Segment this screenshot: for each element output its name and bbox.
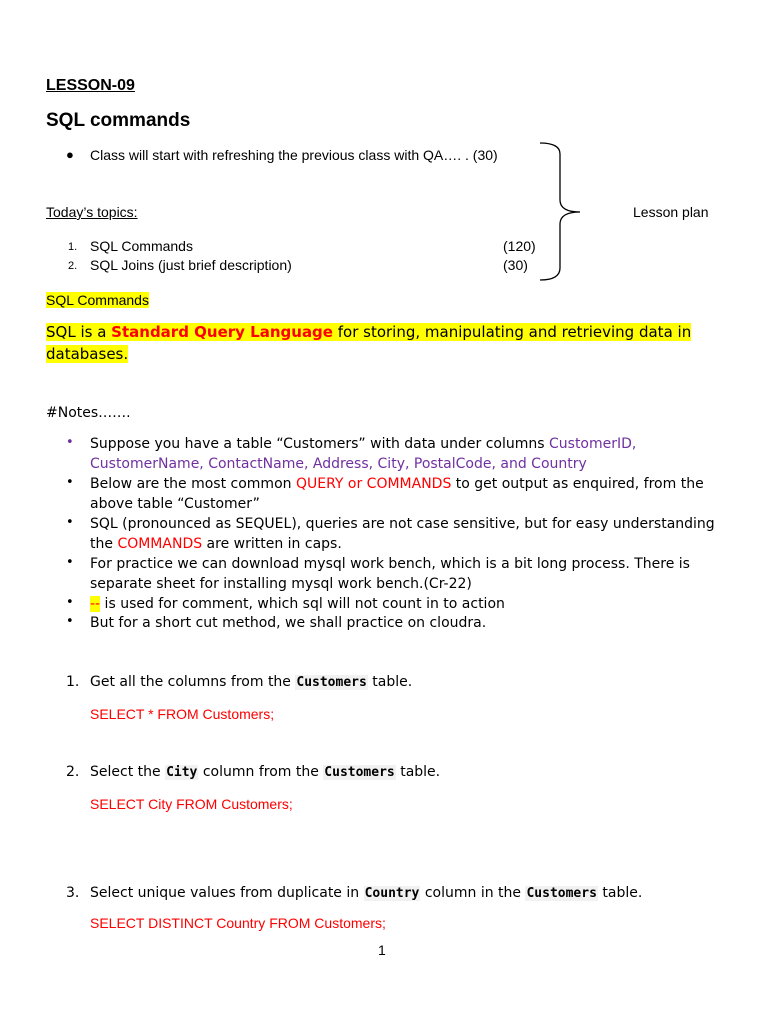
intro-line	[90, 147, 498, 163]
topic-count: (120)	[503, 238, 536, 254]
question-part: Select unique values from duplicate in	[90, 885, 364, 901]
topic-number: 2.	[68, 260, 78, 272]
question-part: Select the	[90, 764, 166, 780]
definition-text: for storing, manipulating and retrieving data in databases.	[46, 323, 692, 363]
note-text: Suppose you have a table “Customers” with data under columns	[90, 436, 549, 452]
question-number: 3.	[66, 885, 80, 901]
note-item	[90, 434, 730, 474]
code-column-name: City	[166, 765, 198, 780]
topics-heading: Today’s topics:	[46, 204, 138, 220]
note-item: But for a short cut method, we shall practice on cloudra.	[90, 615, 487, 631]
note-item	[90, 514, 730, 554]
bullet-icon: •	[66, 515, 74, 530]
question-part: table.	[367, 674, 413, 690]
note-text: to get output as enquired, from the above table “Customer”	[90, 476, 704, 512]
topic-count: (30)	[503, 257, 528, 273]
note-item: For practice we can download mysql work bench, which is a bit long process. There is separate sheet for installing mysql work bench.(Cr-22)	[90, 556, 690, 592]
intro-text: Class will start with refreshing the previous class with QA…. .	[90, 147, 469, 163]
page-number: 1	[378, 942, 386, 958]
code-table-name: Customers	[526, 886, 597, 901]
bullet-icon: •	[66, 555, 74, 570]
intro-count: (30)	[472, 147, 498, 163]
bullet-icon: •	[66, 475, 74, 490]
sql-answer: SELECT City FROM Customers;	[90, 796, 293, 812]
question-text	[90, 885, 642, 901]
bullet-icon: •	[66, 614, 74, 629]
question-part: table.	[395, 764, 441, 780]
code-table-name: Customers	[324, 765, 395, 780]
topic-label: SQL Commands	[90, 238, 193, 254]
note-emphasis: QUERY or COMMANDS	[295, 476, 452, 492]
note-item	[90, 594, 730, 614]
curly-brace-icon	[540, 140, 590, 285]
note-item	[90, 474, 730, 514]
bullet-icon: •	[66, 595, 74, 610]
code-table-name: Customers	[296, 675, 367, 690]
note-emphasis: COMMANDS	[117, 536, 203, 552]
sql-answer: SELECT DISTINCT Country FROM Customers;	[90, 915, 386, 931]
note-text: Below are the most common	[90, 476, 296, 492]
question-text	[90, 764, 440, 780]
note-text: are written in caps.	[202, 536, 342, 552]
question-text	[90, 674, 412, 690]
note-text: SQL (pronounced as SEQUEL), queries are not case sensitive, but for easy understanding the	[90, 516, 715, 552]
topic-label: SQL Joins (just brief description)	[90, 257, 292, 273]
definition-text: SQL is a	[46, 323, 112, 341]
question-part: Get all the columns from the	[90, 674, 296, 690]
question-number: 2.	[66, 764, 80, 780]
lesson-plan-label: Lesson plan	[633, 204, 709, 220]
question-part: column from the	[198, 764, 324, 780]
page-title: SQL commands	[46, 110, 191, 131]
section-heading: SQL Commands	[46, 292, 149, 308]
notes-heading: #Notes…….	[46, 405, 131, 421]
note-columns: CustomerID, CustomerName, ContactName, Address, City, PostalCode, and Country	[90, 436, 637, 472]
bullet-icon: ●	[66, 147, 74, 162]
note-text: is used for comment, which sql will not count in to action	[100, 596, 505, 612]
sql-definition	[46, 321, 726, 365]
definition-highlight: Standard Query Language	[111, 323, 333, 341]
lesson-label: LESSON-09	[46, 77, 135, 94]
question-part: column in the	[420, 885, 526, 901]
code-column-name: Country	[364, 886, 420, 901]
comment-marker: --	[90, 596, 101, 612]
bullet-icon: •	[66, 435, 74, 450]
topic-number: 1.	[68, 241, 78, 253]
question-part: table.	[597, 885, 643, 901]
question-number: 1.	[66, 674, 80, 690]
sql-answer: SELECT * FROM Customers;	[90, 706, 275, 722]
